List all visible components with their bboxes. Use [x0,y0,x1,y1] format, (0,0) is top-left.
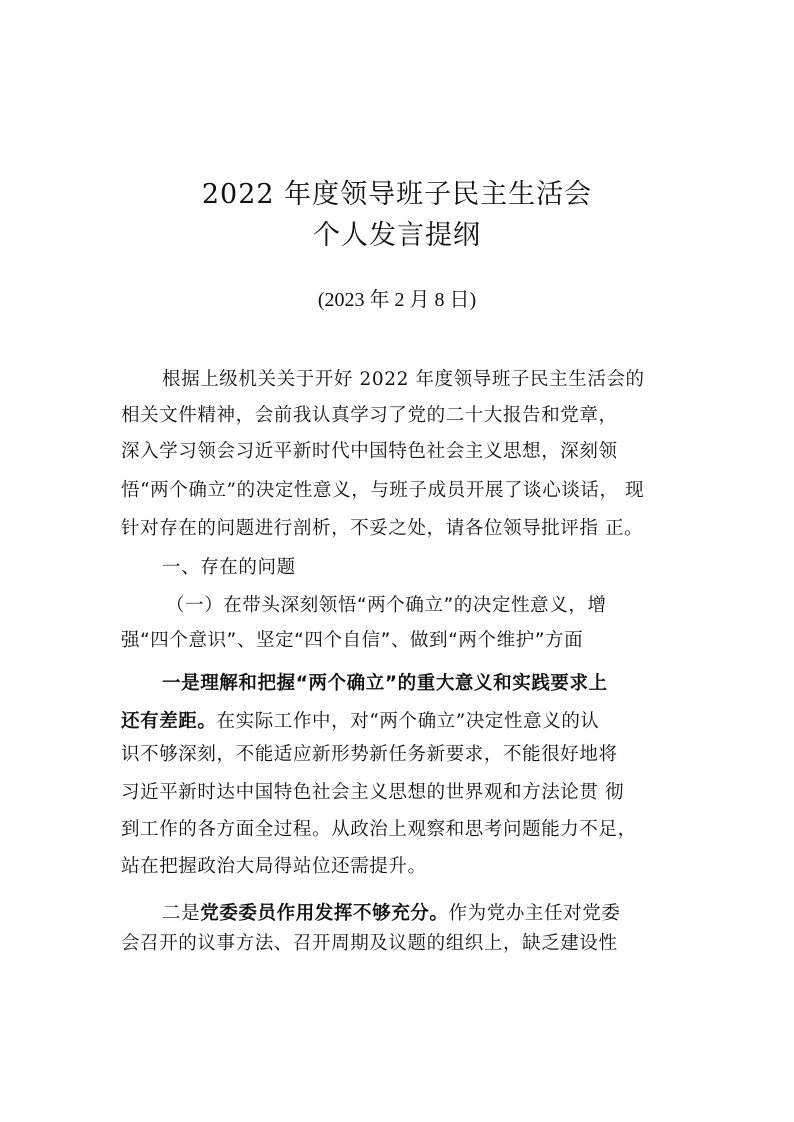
document-date: (2023 年 2 月 8 日) [317,289,477,311]
point2-prefix: 二是 [162,903,201,924]
point2-line1 [162,899,620,929]
point2-bold: 党委委员作用发挥不够充分。 [200,903,449,924]
point1-text-line2: 在实际工作中，对“两个确立”决定性意义的认 [216,711,600,732]
point1-bold-line2: 还有差距。 [121,711,217,732]
intro-line: 悟“两个确立”的决定性意义，与班子成员开展了谈心谈话， 现 [121,480,645,501]
point1-line: 识不够深刻，不能适应新形势新任务新要求，不能很好地将 [121,744,618,765]
point1-line: 习近平新时达中国特色社会主义思想的世界观和方法论贯 彻 [121,782,625,803]
document-title-line2: 个人发言提纲 [313,220,481,251]
point1-line2 [121,707,600,737]
document-title-line1: 2022 年度领导班子民主生活会 [201,179,593,210]
point1-line: 到工作的各方面全过程。从政治上观察和思考问题能力不足， [121,819,637,840]
subsection-heading-line1: （一）在带头深刻领悟“两个确立”的决定性意义，增 [166,595,607,616]
point2-line2: 会召开的议事方法、召开周期及议题的组织上，缺乏建设性 [121,933,618,954]
section-heading: 一、存在的问题 [162,557,296,578]
intro-line: 相关文件精神，会前我认真学习了党的二十大报告和党章， [121,405,618,426]
point2-text: 作为党办主任对党委 [448,903,621,924]
point1-bold-line1: 一是理解和把握“两个确立”的重大意义和实践要求上 [162,673,608,694]
subsection-heading-line2: 强“四个意识”、坚定“四个自信”、做到“两个维护”方面 [121,630,584,651]
point1-line: 站在把握政治大局得站位还需提升。 [121,856,427,877]
intro-line: 根据上级机关关于开好 2022 年度领导班子民主生活会的 [162,369,645,390]
intro-line: 针对存在的问题进行剖析，不妥之处，请各位领导批评指 正。 [121,518,644,539]
intro-line: 深入学习领会习近平新时代中国特色社会主义思想，深刻领 [121,441,618,462]
